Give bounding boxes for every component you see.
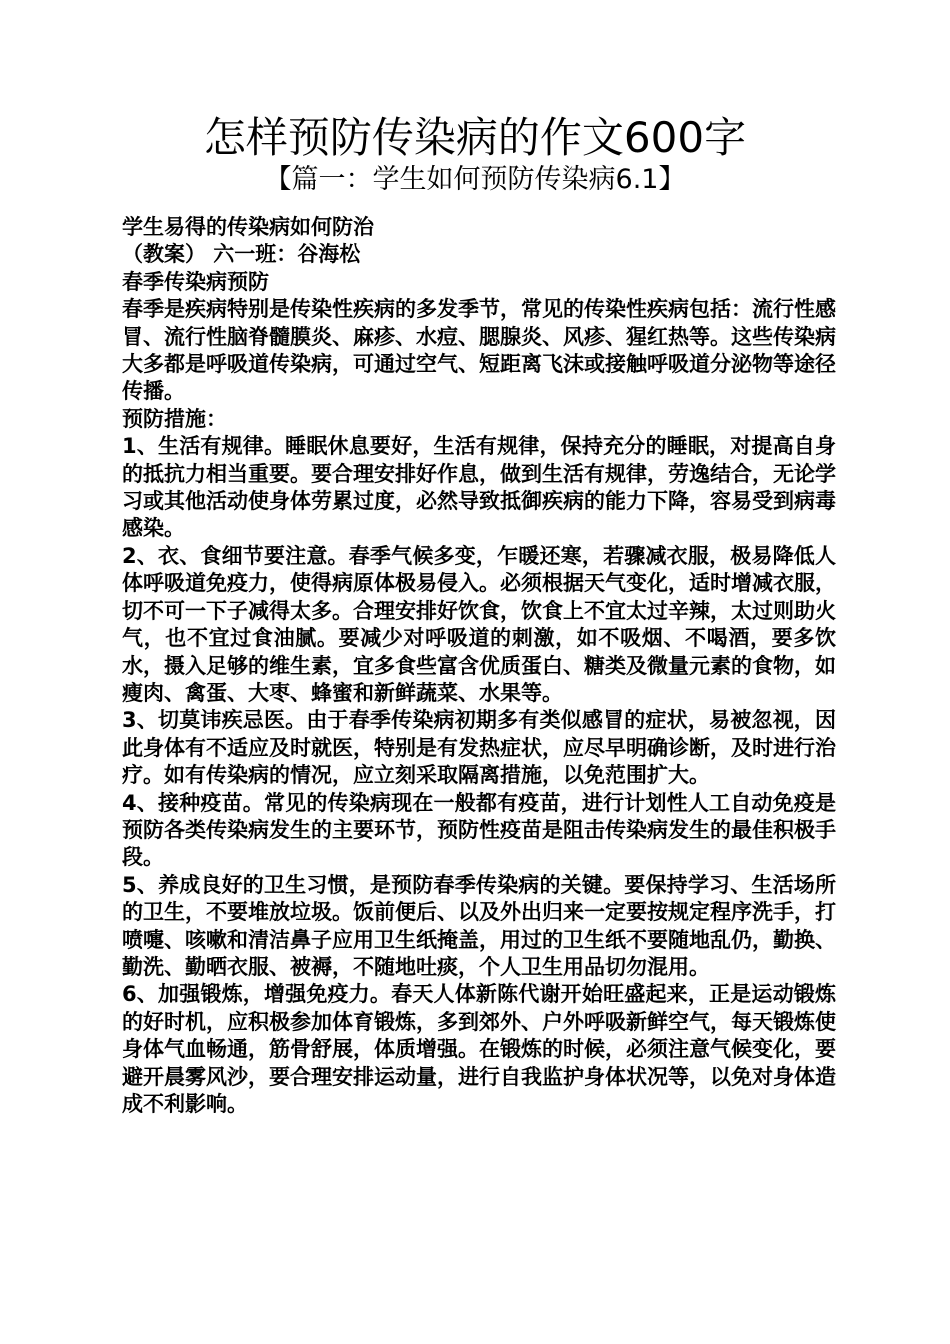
body-paragraph: 1、生活有规律。睡眠休息要好，生活有规律，保持充分的睡眠，对提高自身的抵抗力相当重要。要合理安排好作息，做到生活有规律，劳逸结合，无论学习或其他活动使身体劳累过度，必然导致抵御疾病的能力下降，容易受到病毒感染。 [122,434,836,541]
author-line: （教案） 六一班：谷海松 [122,242,361,267]
section-heading: 学生易得的传染病如何防治 [122,215,374,239]
body-paragraph: 2、衣、食细节要注意。春季气候多变，乍暖还寒，若骤减衣服，极易降低人体呼吸道免疫力，使得病原体极易侵入。必须根据天气变化，适时增减衣服，切不可一下子减得太多。合理安排好饮食，饮食上不宜太过辛辣，太过则助火气，也不宜过食油腻。要减少对呼吸道的刺激，如不吸烟、不喝酒，要多饮水，摄入足够的维生素，宜多食些富含优质蛋白、糖类及微量元素的食物，如瘦肉、禽蛋、大枣、蜂蜜和新鲜蔬菜、水果等。 [122,543,836,705]
body-paragraph: 6、加强锻炼，增强免疫力。春天人体新陈代谢开始旺盛起来，正是运动锻炼的好时机，应积极参加体育锻炼，多到郊外、户外呼吸新鲜空气，每天锻炼使身体气血畅通，筋骨舒展，体质增强。在锻炼的时候，必须注意气候变化，要避开晨雾风沙，要合理安排运动量，进行自我监护身体状况等，以免对身体造成不利影响。 [122,982,836,1116]
body-paragraph: 5、养成良好的卫生习惯，是预防春季传染病的关键。要保持学习、生活场所的卫生，不要堆放垃圾。饭前便后、以及外出归来一定要按规定程序洗手，打喷嚏、咳嗽和清洁鼻子应用卫生纸掩盖，用过的卫生纸不要随地乱仍，勤换、勤洗、勤晒衣服、被褥，不随地吐痰，个人卫生用品切勿混用。 [122,872,836,979]
document-title: 怎样预防传染病的作文600字 [203,113,747,162]
body-paragraph: 3、切莫讳疾忌医。由于春季传染病初期多有类似感冒的症状，易被忽视，因此身体有不适应及时就医，特别是有发热症状，应尽早明确诊断，及时进行治疗。如有传染病的情况，应立刻采取隔离措施，以免范围扩大。 [122,708,836,788]
body-paragraph: 春季是疾病特别是传染性疾病的多发季节，常见的传染性疾病包括：流行性感冒、流行性脑脊髓膜炎、麻疹、水痘、腮腺炎、风疹、猩红热等。这些传染病大多都是呼吸道传染病，可通过空气、短距离飞沫或接触呼吸道分泌物等途径传播。 [122,297,836,404]
section-heading: 春季传染病预防 [122,269,269,294]
document-body [116,214,836,1118]
section-heading: 预防措施： [122,406,227,431]
document-subtitle: 【篇一：学生如何预防传染病6.1】 [264,164,686,195]
body-paragraph: 4、接种疫苗。常见的传染病现在一般都有疫苗，进行计划性人工自动免疫是预防各类传染病发生的主要环节，预防性疫苗是阻击传染病发生的最佳积极手段。 [122,790,836,870]
